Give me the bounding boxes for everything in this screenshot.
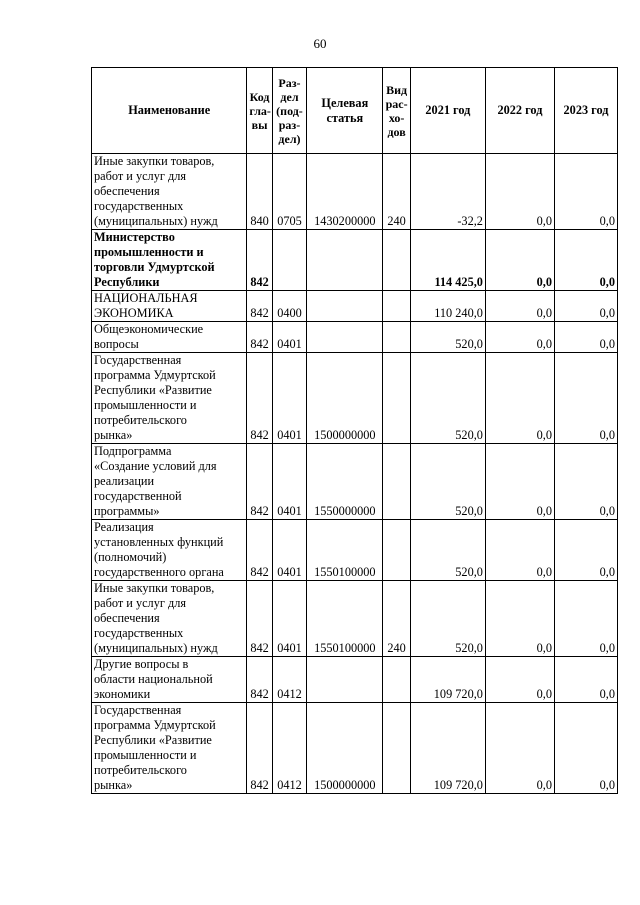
row-target-article-cell [307, 291, 383, 322]
row-2022-cell: 0,0 [485, 322, 554, 353]
row-2022-cell: 0,0 [485, 581, 554, 657]
row-chapter-code-cell: 842 [247, 322, 272, 353]
table-row [92, 291, 618, 322]
row-expense-type-cell [383, 657, 410, 703]
table-row [92, 657, 618, 703]
row-name-cell: Иные закупки товаров, работ и услуг для обеспечения государственных (муниципальных) нужд [92, 581, 247, 657]
row-target-article-cell: 1500000000 [307, 353, 383, 444]
table-row [92, 322, 618, 353]
row-section-cell: 0401 [272, 520, 307, 581]
row-name-cell: НАЦИОНАЛЬНАЯ ЭКОНОМИКА [92, 291, 247, 322]
row-2022-cell: 0,0 [485, 230, 554, 291]
header-year-2023-text: 2023 год [563, 103, 609, 117]
row-section-cell [272, 230, 307, 291]
row-name-cell: Другие вопросы в области национальной экономики [92, 657, 247, 703]
row-expense-type-cell [383, 703, 410, 794]
row-2021-cell: 109 720,0 [410, 703, 485, 794]
row-name-cell: Государственная программа Удмуртской Республики «Развитие промышленности и потребительского рынка» [92, 703, 247, 794]
row-expense-type-cell [383, 444, 410, 520]
row-2023-cell: 0,0 [555, 353, 618, 444]
row-expense-type-cell: 240 [383, 581, 410, 657]
header-name [92, 68, 247, 154]
row-section-cell: 0412 [272, 657, 307, 703]
row-2023-cell: 0,0 [555, 230, 618, 291]
row-name-cell: Подпрограмма «Создание условий для реализации государственной программы» [92, 444, 247, 520]
row-target-article-cell: 1430200000 [307, 154, 383, 230]
row-chapter-code-cell: 842 [247, 353, 272, 444]
row-2021-cell: 114 425,0 [410, 230, 485, 291]
header-year-2021-text: 2021 год [425, 103, 471, 117]
row-2023-cell: 0,0 [555, 581, 618, 657]
header-target-article-text: Целевая статья [321, 95, 369, 125]
page-number: 60 [313, 36, 327, 51]
row-target-article-cell: 1550100000 [307, 581, 383, 657]
row-2023-cell: 0,0 [555, 154, 618, 230]
row-target-article-cell [307, 230, 383, 291]
table-row [92, 230, 618, 291]
budget-table [91, 67, 618, 794]
row-chapter-code-cell: 842 [247, 230, 272, 291]
row-chapter-code-cell: 840 [247, 154, 272, 230]
row-2022-cell: 0,0 [485, 657, 554, 703]
row-expense-type-cell: 240 [383, 154, 410, 230]
row-name-cell: Иные закупки товаров, работ и услуг для обеспечения государственных (муниципальных) нужд [92, 154, 247, 230]
header-section-text: Раз- дел (под- раз- дел) [276, 75, 303, 146]
row-target-article-cell [307, 657, 383, 703]
row-2023-cell: 0,0 [555, 703, 618, 794]
row-2021-cell: 520,0 [410, 444, 485, 520]
header-year-2022 [485, 68, 554, 154]
row-section-cell: 0412 [272, 703, 307, 794]
row-2022-cell: 0,0 [485, 520, 554, 581]
row-section-cell: 0401 [272, 353, 307, 444]
row-target-article-cell [307, 322, 383, 353]
table-row [92, 154, 618, 230]
row-section-cell: 0401 [272, 322, 307, 353]
row-2023-cell: 0,0 [555, 520, 618, 581]
row-expense-type-cell [383, 291, 410, 322]
row-name-cell: Реализация установленных функций (полномочий) государственного органа [92, 520, 247, 581]
row-2021-cell: 520,0 [410, 581, 485, 657]
row-2023-cell: 0,0 [555, 322, 618, 353]
row-section-cell: 0400 [272, 291, 307, 322]
row-name-cell: Государственная программа Удмуртской Республики «Развитие промышленности и потребительского рынка» [92, 353, 247, 444]
row-target-article-cell: 1550000000 [307, 444, 383, 520]
row-2022-cell: 0,0 [485, 703, 554, 794]
row-chapter-code-cell: 842 [247, 291, 272, 322]
row-chapter-code-cell: 842 [247, 703, 272, 794]
row-expense-type-cell [383, 230, 410, 291]
row-section-cell: 0705 [272, 154, 307, 230]
row-2023-cell: 0,0 [555, 291, 618, 322]
row-expense-type-cell [383, 353, 410, 444]
header-section [272, 68, 307, 154]
row-2022-cell: 0,0 [485, 154, 554, 230]
row-2022-cell: 0,0 [485, 353, 554, 444]
table-header-row [92, 68, 618, 154]
row-2021-cell: 520,0 [410, 520, 485, 581]
row-name-cell: Общеэкономические вопросы [92, 322, 247, 353]
header-year-2023 [555, 68, 618, 154]
header-chapter-code [247, 68, 272, 154]
table-row [92, 581, 618, 657]
header-year-2021 [410, 68, 485, 154]
row-2023-cell: 0,0 [555, 444, 618, 520]
row-chapter-code-cell: 842 [247, 657, 272, 703]
row-name-cell: Министерство промышленности и торговли Удмуртской Республики [92, 230, 247, 291]
row-2021-cell: 520,0 [410, 322, 485, 353]
row-2023-cell: 0,0 [555, 657, 618, 703]
row-2022-cell: 0,0 [485, 444, 554, 520]
row-2021-cell: 520,0 [410, 353, 485, 444]
row-section-cell: 0401 [272, 444, 307, 520]
row-section-cell: 0401 [272, 581, 307, 657]
table-row [92, 444, 618, 520]
row-2021-cell: 109 720,0 [410, 657, 485, 703]
table-row [92, 703, 618, 794]
table-row [92, 520, 618, 581]
header-chapter-code-text: Код гла- вы [249, 89, 271, 132]
row-2021-cell: -32,2 [410, 154, 485, 230]
row-chapter-code-cell: 842 [247, 520, 272, 581]
row-target-article-cell: 1550100000 [307, 520, 383, 581]
row-target-article-cell: 1500000000 [307, 703, 383, 794]
row-2021-cell: 110 240,0 [410, 291, 485, 322]
row-expense-type-cell [383, 520, 410, 581]
header-name-text: Наименование [128, 103, 211, 117]
row-chapter-code-cell: 842 [247, 444, 272, 520]
row-expense-type-cell [383, 322, 410, 353]
row-2022-cell: 0,0 [485, 291, 554, 322]
row-chapter-code-cell: 842 [247, 581, 272, 657]
header-target-article [307, 68, 383, 154]
table-row [92, 353, 618, 444]
header-expense-type [383, 68, 410, 154]
header-expense-type-text: Вид рас- хо- дов [385, 82, 408, 139]
header-year-2022-text: 2022 год [497, 103, 543, 117]
